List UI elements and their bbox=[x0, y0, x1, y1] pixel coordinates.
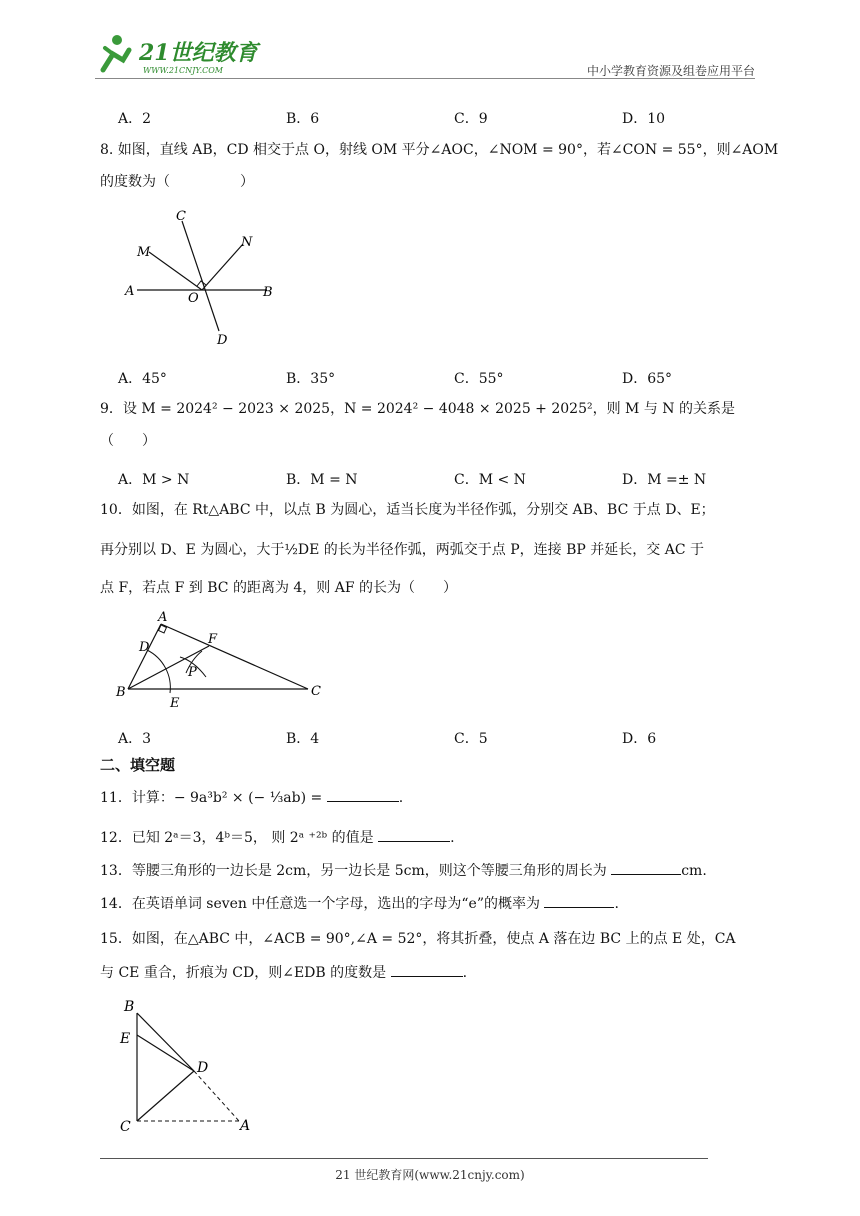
q15-text-line2: 与 CE 重合，折痕为 CD，则∠EDB 的度数是 bbox=[100, 965, 387, 981]
q9-option-a: A．M > N bbox=[118, 472, 190, 488]
q8-label-d: D bbox=[217, 333, 228, 348]
q12-text: 12．已知 2ᵃ＝3，4ᵇ＝5， 则 2ᵃ ⁺²ᵇ 的值是 bbox=[100, 830, 374, 846]
q15-label-c: C bbox=[120, 1119, 131, 1135]
logo-url: WWW.21CNJY.COM bbox=[143, 66, 223, 75]
q8-label-c: C bbox=[176, 209, 186, 224]
q8-label-b: B bbox=[263, 285, 273, 300]
q11-text: 11．计算：− 9a³b² × (− ⅓ab) = bbox=[100, 790, 323, 806]
q13-text: 13．等腰三角形的一边长是 2cm，另一边长是 5cm，则这个等腰三角形的周长为 bbox=[100, 863, 607, 879]
q8-figure bbox=[115, 200, 285, 350]
footer-text: 21 世纪教育网(www.21cnjy.com) bbox=[335, 1168, 525, 1182]
q12-answer-blank[interactable] bbox=[378, 840, 450, 842]
q15-label-b: B bbox=[124, 999, 135, 1015]
q7-option-b: B．6 bbox=[286, 111, 320, 127]
q14-answer-blank[interactable] bbox=[544, 906, 614, 908]
runner-icon bbox=[103, 35, 129, 70]
q15-answer-blank[interactable] bbox=[391, 975, 463, 977]
q10-label-e: E bbox=[170, 696, 180, 711]
q7-option-a: A．2 bbox=[118, 111, 152, 127]
q11-row bbox=[100, 791, 403, 805]
footer-divider bbox=[100, 1158, 708, 1159]
q10-option-c: C．5 bbox=[454, 731, 488, 747]
q10-option-d: D．6 bbox=[622, 731, 657, 747]
q10-option-a: A．3 bbox=[118, 731, 152, 747]
q8-option-b: B．35° bbox=[286, 371, 336, 387]
q15-label-e: E bbox=[120, 1031, 131, 1047]
q11-end: . bbox=[398, 790, 404, 806]
q13-end: cm. bbox=[681, 863, 707, 879]
q13-row bbox=[100, 864, 707, 878]
q9-option-c: C．M < N bbox=[454, 472, 526, 488]
q12-row bbox=[100, 831, 455, 845]
q9-text-line1: 9．设 M = 2024² − 2023 × 2025，N = 2024² − 4048 × 2025 + 2025²，则 M 与 N 的关系是 bbox=[100, 401, 735, 417]
q8-text-line1: 8. 如图，直线 AB，CD 相交于点 O，射线 OM 平分∠AOC，∠NOM = 90°，若∠CON = 55°，则∠AOM bbox=[100, 142, 779, 158]
q11-answer-blank[interactable] bbox=[327, 800, 399, 802]
header-divider bbox=[95, 78, 755, 79]
q14-end: . bbox=[614, 896, 619, 912]
site-logo bbox=[95, 30, 265, 80]
q8-label-a: A bbox=[125, 284, 135, 299]
q9-text-line2: （ ） bbox=[100, 433, 156, 449]
q10-text-line3: 点 F，若点 F 到 BC 的距离为 4，则 AF 的长为（ ） bbox=[100, 580, 458, 596]
q15-end: . bbox=[462, 965, 468, 981]
q10-text-line2: 再分别以 D、E 为圆心，大于½DE 的长为半径作弧，两弧交于点 P，连接 BP 并延长，交 AC 于 bbox=[100, 542, 705, 558]
q8-option-c: C．55° bbox=[454, 371, 504, 387]
q10-figure bbox=[112, 605, 337, 715]
q15-label-d: D bbox=[197, 1060, 209, 1076]
q9-option-b: B．M = N bbox=[286, 472, 358, 488]
q12-end: . bbox=[450, 830, 455, 846]
q8-label-n: N bbox=[241, 235, 253, 250]
q7-option-d: D．10 bbox=[622, 111, 666, 127]
q10-label-b: B bbox=[116, 685, 126, 700]
q15-text-line1: 15．如图，在△ABC 中，∠ACB = 90°,∠A = 52°，将其折叠，使点 A 落在边 BC 上的点 E 处，CA bbox=[100, 931, 736, 947]
section-title: 二、填空题 bbox=[100, 756, 176, 774]
header-platform-text: 中小学教育资源及组卷应用平台 bbox=[586, 64, 755, 78]
q15-row2 bbox=[100, 966, 467, 980]
q9-option-d: D．M =± N bbox=[622, 472, 707, 488]
q8-text-line2: 的度数为（ ） bbox=[100, 174, 254, 190]
q14-text: 14．在英语单词 seven 中任意选一个字母，选出的字母为“e”的概率为 bbox=[100, 896, 540, 912]
q10-option-b: B．4 bbox=[286, 731, 320, 747]
q8-label-m: M bbox=[137, 245, 151, 260]
q14-row bbox=[100, 897, 619, 911]
q8-label-o: O bbox=[188, 291, 199, 306]
q10-label-c: C bbox=[311, 684, 321, 699]
q8-option-d: D．65° bbox=[622, 371, 673, 387]
q8-option-a: A．45° bbox=[118, 371, 167, 387]
q10-label-a: A bbox=[158, 610, 168, 625]
q7-option-c: C．9 bbox=[454, 111, 488, 127]
q10-label-f: F bbox=[208, 632, 218, 647]
q10-label-p: P bbox=[188, 665, 197, 680]
logo-text: 21世纪教育 bbox=[139, 40, 258, 66]
q15-label-a: A bbox=[240, 1118, 251, 1134]
q10-label-d: D bbox=[139, 640, 150, 655]
q15-figure bbox=[112, 995, 262, 1140]
q10-text-line1: 10．如图，在 Rt△ABC 中，以点 B 为圆心，适当长度为半径作弧，分别交 AB、BC 于点 D、E； bbox=[100, 502, 715, 518]
q13-answer-blank[interactable] bbox=[611, 873, 681, 875]
